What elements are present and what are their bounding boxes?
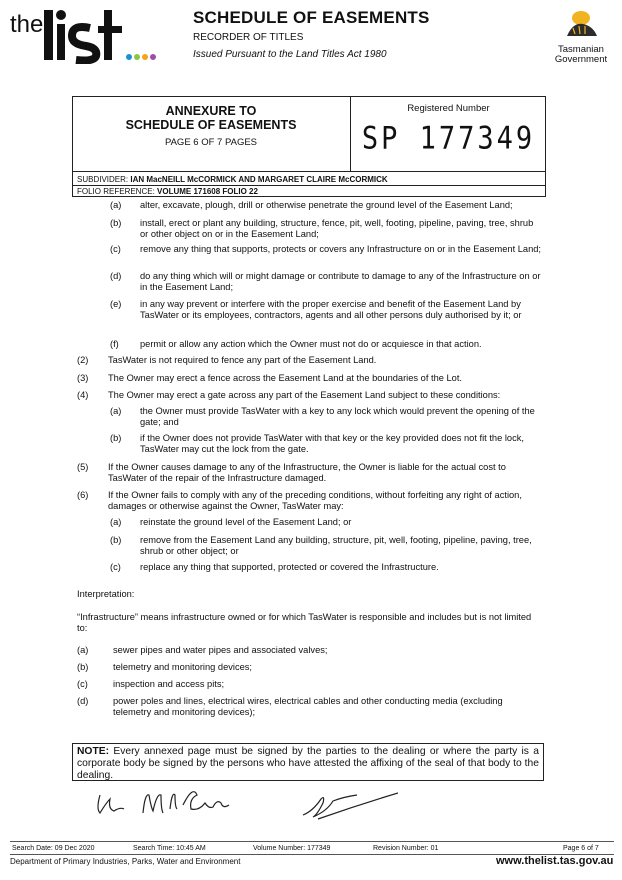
item-text: reinstate the ground level of the Easement Land; or <box>140 517 352 527</box>
clause-label: (2) <box>77 355 89 365</box>
note-label: NOTE: <box>77 746 110 757</box>
list-item: telemetry and monitoring devices; <box>113 662 253 672</box>
issuing-act: Issued Pursuant to the Land Titles Act 1980 <box>193 49 387 60</box>
clause-text: If the Owner causes damage to any of the Infrastructure, the Owner is liable for the actual cost to TasWater of the repair of the Infrastructure damaged. <box>108 462 506 484</box>
list-label: (d) <box>77 696 89 706</box>
search-date: Search Date: 09 Dec 2020 <box>12 845 95 852</box>
subdivider-value: IAN MacNEILL McCORMICK AND MARGARET CLAIRE McCORMICK <box>130 175 388 184</box>
logo-dot-blue <box>126 54 132 60</box>
item-label: (c) <box>110 562 121 572</box>
revision-number: Revision Number: 01 <box>373 845 439 852</box>
list-label: (c) <box>77 679 88 689</box>
item-text: if the Owner does not provide TasWater with that key or the key provided does not fit the lock, TasWater may cut the lock from the gate. <box>140 433 524 455</box>
subdivider-label: SUBDIVIDER: <box>77 175 129 184</box>
item-text: remove from the Easement Land any building, structure, pit, well, footing, pipeline, paving, tree, shrub or other object; or <box>140 535 532 557</box>
item-text: the Owner must provide TasWater with a key to any lock which would prevent the opening of the gate; and <box>140 406 535 428</box>
item-label: (a) <box>110 517 122 527</box>
signature-3 <box>303 793 398 819</box>
item-label: (a) <box>110 200 122 210</box>
clause-label: (6) <box>77 490 89 500</box>
note-text: Every annexed page must be signed by the parties to the dealing or where the party is a corporate body be signed by the persons who have attested the affixing of the seal of that body to the dealing. <box>77 746 539 781</box>
clause-label: (4) <box>77 390 89 400</box>
logo-dot-green <box>134 54 140 60</box>
website-link[interactable]: www.thelist.tas.gov.au <box>496 855 614 867</box>
clause-label: (5) <box>77 462 89 472</box>
item-label: (d) <box>110 271 122 281</box>
clause-text: The Owner may erect a gate across any part of the Easement Land subject to these conditions: <box>108 390 501 400</box>
page-number: Page 6 of 7 <box>563 845 599 852</box>
search-time: Search Time: 10:45 AM <box>133 845 206 852</box>
gov-line-2: Government <box>554 54 608 65</box>
item-text: replace any thing that supported, protected or covered the Infrastructure. <box>140 562 439 572</box>
item-label: (b) <box>110 218 122 228</box>
thelist-logo <box>8 6 158 64</box>
signature-1 <box>98 795 124 813</box>
item-text: in any way prevent or interfere with the proper exercise and benefit of the Easement Land by TasWater or its employees, contractors, agents and all other persons duly authorised by it; or <box>140 299 522 321</box>
item-label: (b) <box>110 433 122 443</box>
footer-divider-top <box>10 841 614 842</box>
clause-text: The Owner may erect a fence across the Easement Land at the boundaries of the Lot. <box>108 373 463 383</box>
department-name: Department of Primary Industries, Parks, Water and Environment <box>10 857 241 866</box>
tasmanian-government-logo <box>548 8 614 64</box>
folio-reference-line <box>72 185 546 197</box>
gov-line-1: Tasmanian <box>558 44 604 55</box>
list-item: power poles and lines, electrical wires, electrical cables and other conducting media (excluding telemetry and monitoring devices); <box>113 696 503 718</box>
folio-value: VOLUME 171608 FOLIO 22 <box>157 187 258 196</box>
subdivider-line <box>77 175 388 184</box>
logo-dot-orange <box>142 54 148 60</box>
registered-number-block <box>351 96 546 171</box>
item-text: remove any thing that supports, protects or covers any Infrastructure on or in the Easement Land; <box>140 244 542 254</box>
item-text: install, erect or plant any building, structure, fence, pit, well, footing, pipeline, paving, tree, shrub or other object on or in the Easement Land; <box>140 218 534 240</box>
volume-number: Volume Number: 177349 <box>253 845 331 852</box>
infrastructure-definition: “Infrastructure” means infrastructure owned or for which TasWater is responsible and includes but is not limited to: <box>77 612 532 634</box>
item-label: (f) <box>110 339 119 349</box>
list-label: (b) <box>77 662 89 672</box>
clause-label: (3) <box>77 373 89 383</box>
signature-2 <box>143 792 229 813</box>
clause-text: If the Owner fails to comply with any of the preceding conditions, without forfeiting any right of action, damages or otherwise against the Owner, TasWater may: <box>108 490 522 512</box>
item-label: (a) <box>110 406 122 416</box>
item-text: alter, excavate, plough, drill or otherwise penetrate the ground level of the Easement Land; <box>140 200 513 210</box>
interpretation-heading: Interpretation: <box>77 589 135 599</box>
document-title: SCHEDULE OF EASEMENTS <box>193 8 430 27</box>
item-label: (b) <box>110 535 122 545</box>
list-label: (a) <box>77 645 89 655</box>
item-text: do any thing which will or might damage or contribute to damage to any of the Infrastructure on or in the Easement Land; <box>140 271 541 293</box>
list-item: inspection and access pits; <box>113 679 225 689</box>
svg-text:the: the <box>10 11 44 38</box>
tasmanian-tiger-emblem-icon <box>561 8 601 40</box>
signatures <box>88 783 398 823</box>
registered-number-label: Registered Number <box>407 103 490 114</box>
registered-number: SP 177349 <box>361 120 536 157</box>
item-text: permit or allow any action which the Owner must not do or acquiesce in that action. <box>140 339 482 349</box>
clause-text: TasWater is not required to fence any part of the Easement Land. <box>108 355 377 365</box>
annexure-divider <box>72 171 546 172</box>
item-label: (c) <box>110 244 121 254</box>
folio-label: FOLIO REFERENCE: <box>77 187 155 196</box>
logo-dot-purple <box>150 54 156 60</box>
document-subtitle: RECORDER OF TITLES <box>193 32 304 43</box>
signature-note-box <box>72 743 544 781</box>
annexure-title-2: SCHEDULE OF EASEMENTS <box>125 118 297 132</box>
annexure-title-1: ANNEXURE TO <box>165 104 257 118</box>
page-count: PAGE 6 OF 7 PAGES <box>164 137 258 148</box>
item-label: (e) <box>110 299 122 309</box>
annexure-title-block <box>72 96 351 171</box>
list-item: sewer pipes and water pipes and associated valves; <box>113 645 328 655</box>
